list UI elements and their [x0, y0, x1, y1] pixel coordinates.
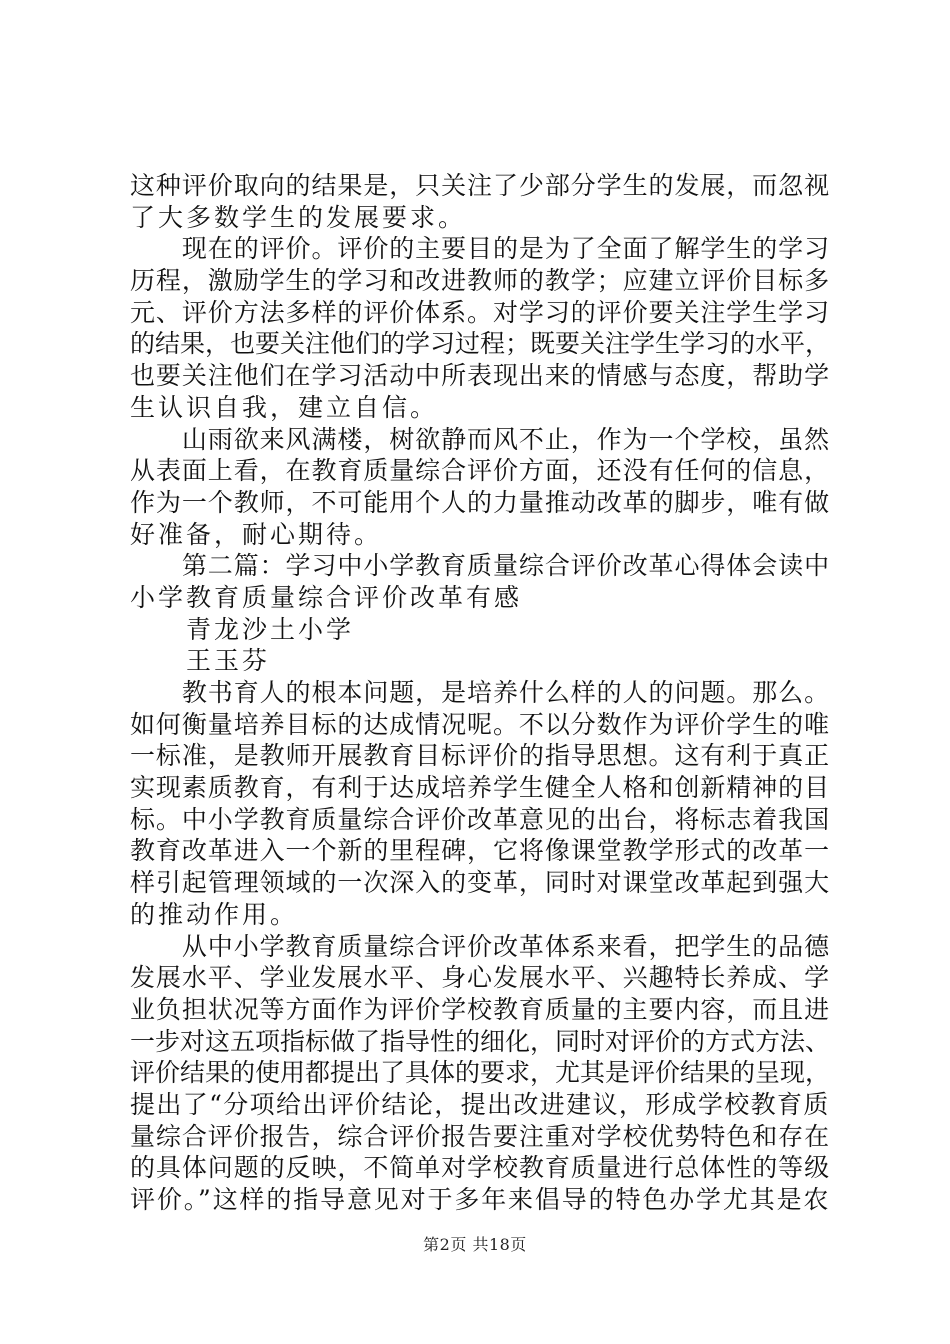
text-line: 小学教育质量综合评价改革有感: [130, 582, 523, 612]
text-line: 一步对这五项指标做了指导性的细化，同时对评价的方式方法、: [130, 1026, 831, 1056]
text-line: 山雨欲来风满楼，树欲静而风不止，作为一个学校，虽然: [130, 424, 831, 454]
text-line: 生认识自我，建立自信。: [130, 392, 439, 422]
text-line: 这种评价取向的结果是，只关注了少部分学生的发展，而忽视: [130, 171, 831, 200]
text-line: 业负担状况等方面作为评价学校教育质量的主要内容，而且进: [130, 994, 831, 1024]
text-line: 实现素质教育，有利于达成培养学生健全人格和创新精神的目: [130, 773, 831, 803]
text-line: 标。中小学教育质量综合评价改革意见的出台，将标志着我国: [130, 804, 831, 834]
text-line: 一标准，是教师开展教育目标评价的指导思想。这有利于真正: [130, 741, 831, 771]
document-body: [130, 170, 830, 1216]
text-line: 量综合评价报告，综合评价报告要注重对学校优势特色和存在: [130, 1121, 831, 1151]
text-line: 青龙沙土小学: [130, 614, 355, 644]
page-footer: 第2页 共18页: [423, 1235, 527, 1254]
text-line: 第二篇：学习中小学教育质量综合评价改革心得体会读中: [130, 551, 831, 581]
text-line: 评价。”这样的指导意见对于多年来倡导的特色办学尤其是农: [130, 1185, 831, 1214]
text-line: 作为一个教师，不可能用个人的力量推动改革的脚步，唯有做: [130, 487, 831, 517]
text-line: 从表面上看，在教育质量综合评价方面，还没有任何的信息，: [130, 456, 831, 486]
text-line: 如何衡量培养目标的达成情况呢。不以分数作为评价学生的唯: [130, 709, 831, 739]
text-line: 现在的评价。评价的主要目的是为了全面了解学生的学习: [130, 234, 831, 264]
text-line: 样引起管理领域的一次深入的变革，同时对课堂改革起到强大: [130, 868, 831, 898]
text-line: 的结果，也要关注他们的学习过程；既要关注学生学习的水平，: [130, 329, 831, 359]
text-line: 的推动作用。: [130, 899, 299, 929]
text-line: 教书育人的根本问题，是培养什么样的人的问题。那么。: [130, 678, 831, 707]
text-line: 评价结果的使用都提出了具体的要求，尤其是评价结果的呈现，: [130, 1058, 831, 1088]
text-line: 教育改革进入一个新的里程碑，它将像课堂教学形式的改革一: [130, 836, 831, 866]
text-line: 好准备，耐心期待。: [130, 519, 383, 549]
text-line: 提出了“分项给出评价结论，提出改进建议，形成学校教育质: [130, 1089, 830, 1119]
text-line: 从中小学教育质量综合评价改革体系来看，把学生的品德: [130, 931, 831, 961]
text-line: 历程，激励学生的学习和改进教师的教学；应建立评价目标多: [130, 266, 831, 296]
text-line: 也要关注他们在学习活动中所表现出来的情感与态度，帮助学: [130, 361, 831, 391]
text-line: 发展水平、学业发展水平、身心发展水平、兴趣特长养成、学: [130, 963, 831, 993]
text-line: 王玉芬: [130, 646, 271, 676]
text-line: 元、评价方法多样的评价体系。对学习的评价要关注学生学习: [130, 297, 831, 327]
text-line: 了大多数学生的发展要求。: [130, 202, 467, 232]
text-line: 的具体问题的反映，不简单对学校教育质量进行总体性的等级: [130, 1153, 831, 1183]
